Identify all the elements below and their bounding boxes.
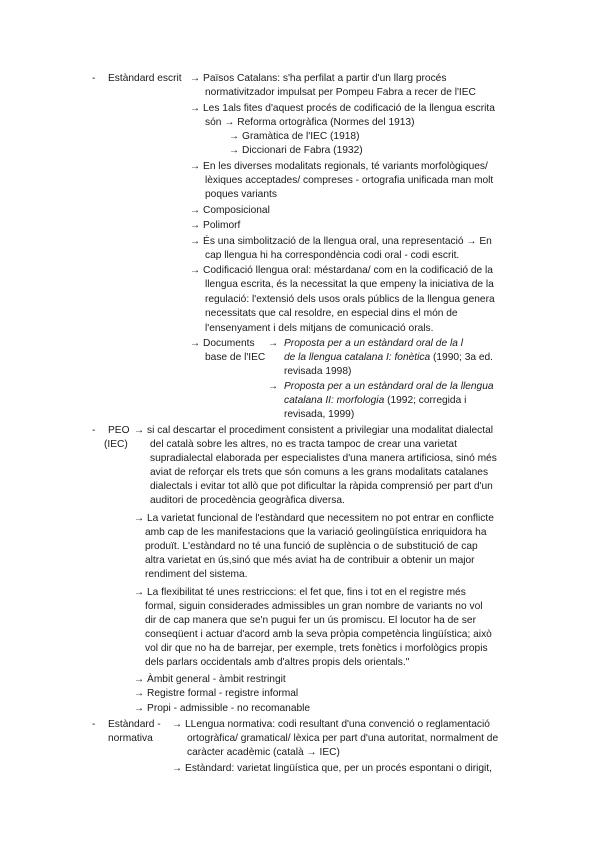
- text-line: del català sobre les altres, no es tracta tampoc de crear una varietat: [150, 439, 457, 450]
- doc-note: revisada 1998): [284, 366, 352, 377]
- label-estandard-normativa: Estàndard -: [108, 719, 161, 730]
- bullet-estandard-escrit: -: [92, 73, 96, 84]
- text-line: → Codificació llengua oral: méstardana/ com en la codificació de la: [190, 265, 493, 276]
- doc-arrow: →: [268, 338, 279, 349]
- text-line: normativitzador impulsat per Pompeu Fabra a recer de l'IEC: [205, 87, 476, 98]
- text-line: ortogràfica/ gramatical/ lèxica per part d'una autoritat, normalment de: [187, 733, 499, 744]
- text-line: → És una simbolització de la llengua oral, una representació → En: [190, 236, 492, 247]
- text-line: regulació: l'extensió dels usos orals públics de la llengua genera: [205, 294, 495, 305]
- text-line: l'ensenyament i dels mitjans de comunicació orals.: [205, 323, 434, 334]
- text-line: → LLengua normativa: codi resultant d'una convenció o reglamentació: [172, 719, 490, 730]
- text-line: supradialectal elaborada per especialistes d'una manera artificiosa, sinó més: [150, 453, 497, 464]
- text-line: → Estàndard: varietat lingüística que, per un procés espontani o dirigit,: [172, 763, 492, 774]
- text-line: → Diccionari de Fabra (1932): [229, 145, 363, 156]
- bullet-peo: -: [92, 425, 96, 436]
- text-line: → Registre formal - registre informal: [134, 688, 299, 699]
- text-line: llengua escrita, és la necessitat la que empeny la iniciativa de la: [205, 279, 494, 290]
- text-line: produït. L'estàndard no té una funció de suplència o de substitució de cap: [145, 541, 478, 552]
- doc-title: Proposta per a un estàndard oral de la llengua: [284, 381, 494, 392]
- text-line: auditori de procedència geogràfica diversa.: [150, 495, 345, 506]
- text-line: lèxiques acceptades/ compreses - ortografia unificada man molt: [205, 175, 494, 186]
- text-line: → Composicional: [190, 205, 270, 216]
- text-line: base de l'IEC: [205, 352, 266, 363]
- label-normativa: normativa: [108, 733, 153, 744]
- text-line: → La flexibilitat té unes restriccions: el fet que, fins i tot en el registre més: [134, 587, 466, 598]
- text-line: dialectals i evitar tot allò que pot dificultar la ràpida comprensió per part d'un: [150, 481, 493, 492]
- bullet-estandard-normativa: -: [92, 719, 96, 730]
- text-line: → Documents: [190, 338, 255, 349]
- text-line: poques variants: [205, 189, 277, 200]
- text-line: → Polimorf: [190, 220, 241, 231]
- text-line: → Les 1als fites d'aquest procés de codificació de la llengua escrita: [190, 103, 495, 114]
- label-peo: PEO: [108, 425, 130, 436]
- doc-title-cont: de la llengua catalana I: fonètica (1990; 3a ed.: [284, 352, 494, 363]
- text-line: → Països Catalans: s'ha perfilat a partir d'un llarg procés: [190, 73, 447, 84]
- doc-title-cont: catalana II: morfologia (1992; corregida i: [284, 395, 467, 406]
- text-line: cap llengua hi ha correspondència codi oral - codi escrit.: [205, 250, 460, 261]
- doc-note: revisada, 1999): [284, 409, 355, 420]
- text-line: conseqüent i actuar d'acord amb la seva pròpia competència lingüística; això: [145, 629, 492, 640]
- text-line: → Àmbit general - àmbit restringit: [134, 674, 286, 685]
- label-estandard-escrit: Estàndard escrit: [108, 73, 182, 84]
- text-line: → si cal descartar el procediment consistent a privilegiar una modalitat dialectal: [134, 425, 493, 436]
- doc-arrow: →: [268, 381, 279, 392]
- text-line: vol dir que no ha de barrejar, per exemple, trets fonètics i morfològics propis: [145, 643, 488, 654]
- text-line: són → Reforma ortogràfica (Normes del 1913): [205, 117, 415, 128]
- text-line: → Gramàtica de l'IEC (1918): [229, 131, 360, 142]
- label-peo-iec: (IEC): [104, 439, 128, 450]
- text-line: formal, siguin considerades admissibles un gran nombre de variants no vol: [145, 601, 483, 612]
- text-line: necessitats que cal resoldre, en especial dins el món de: [205, 308, 458, 319]
- text-line: aviat de reforçar els trets que són comuns a les grans modalitats catalanes: [150, 467, 489, 478]
- text-line: caràcter acadèmic (català → IEC): [187, 747, 340, 758]
- doc-title: Proposta per a un estàndard oral de la l: [284, 338, 463, 349]
- text-line: → Propi - admissible - no recomanable: [134, 703, 311, 714]
- text-line: altra varietat en ús,sinó que més aviat ha de contribuir a obtenir un major: [145, 555, 475, 566]
- text-line: dels parlars occidentals amb d'altres propis dels orientals.": [145, 657, 410, 668]
- text-line: → En les diverses modalitats regionals, té variants morfològiques/: [190, 161, 488, 172]
- text-line: dir de cap manera que se'n pugui fer un ús promiscu. El locutor ha de ser: [145, 615, 476, 626]
- text-line: → La varietat funcional de l'estàndard que necessitem no pot entrar en conflicte: [134, 513, 494, 524]
- text-line: rendiment del sistema.: [145, 569, 248, 580]
- text-line: amb cap de les manifestacions que la variació geolingüística enriquidora ha: [145, 527, 487, 538]
